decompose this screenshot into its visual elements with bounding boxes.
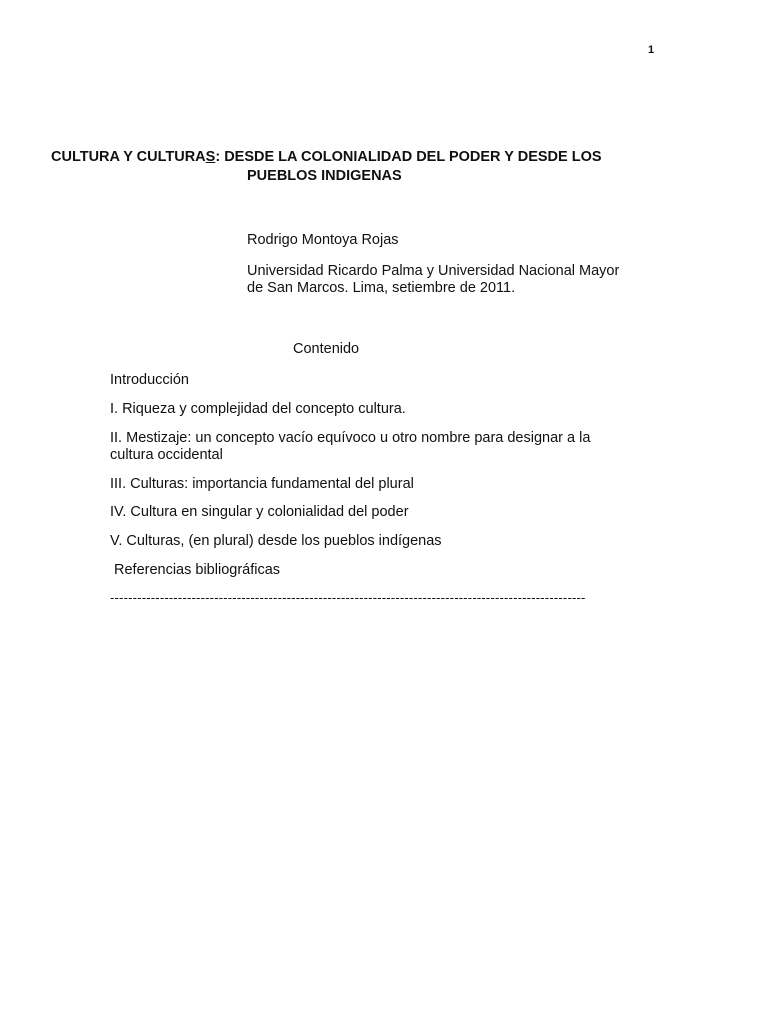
toc-item-section-4: IV. Cultura en singular y colonialidad del poder bbox=[110, 504, 409, 520]
toc-item-section-2-line-1: II. Mestizaje: un concepto vacío equívoco u otro nombre para designar a la bbox=[110, 430, 591, 446]
title-part-1: CULTURA Y CULTURA bbox=[51, 149, 206, 165]
toc-item-section-2-line-2: cultura occidental bbox=[110, 447, 223, 463]
author-affiliation-line-2: de San Marcos. Lima, setiembre de 2011. bbox=[247, 280, 516, 296]
title-part-2: : DESDE LA COLONIALIDAD DEL PODER Y DESDE LOS bbox=[215, 149, 602, 165]
toc-item-introduccion: Introducción bbox=[110, 372, 189, 388]
document-title-line-2: PUEBLOS INDIGENAS bbox=[247, 168, 402, 184]
toc-item-section-3: III. Culturas: importancia fundamental del plural bbox=[110, 476, 414, 492]
title-underlined-s: S bbox=[205, 149, 216, 165]
page-number: 1 bbox=[648, 44, 655, 56]
contents-heading: Contenido bbox=[293, 341, 360, 357]
toc-item-section-5: V. Culturas, (en plural) desde los pueblos indígenas bbox=[110, 533, 442, 549]
toc-item-referencias: Referencias bibliográficas bbox=[114, 562, 281, 578]
dashed-divider: --------------------------------------------------------------------------------------------------------- bbox=[110, 590, 586, 605]
document-title-line-1 bbox=[51, 149, 602, 165]
toc-item-section-1: I. Riqueza y complejidad del concepto cultura. bbox=[110, 401, 406, 417]
author-name: Rodrigo Montoya Rojas bbox=[247, 232, 399, 248]
author-affiliation-line-1: Universidad Ricardo Palma y Universidad Nacional Mayor bbox=[247, 263, 620, 279]
